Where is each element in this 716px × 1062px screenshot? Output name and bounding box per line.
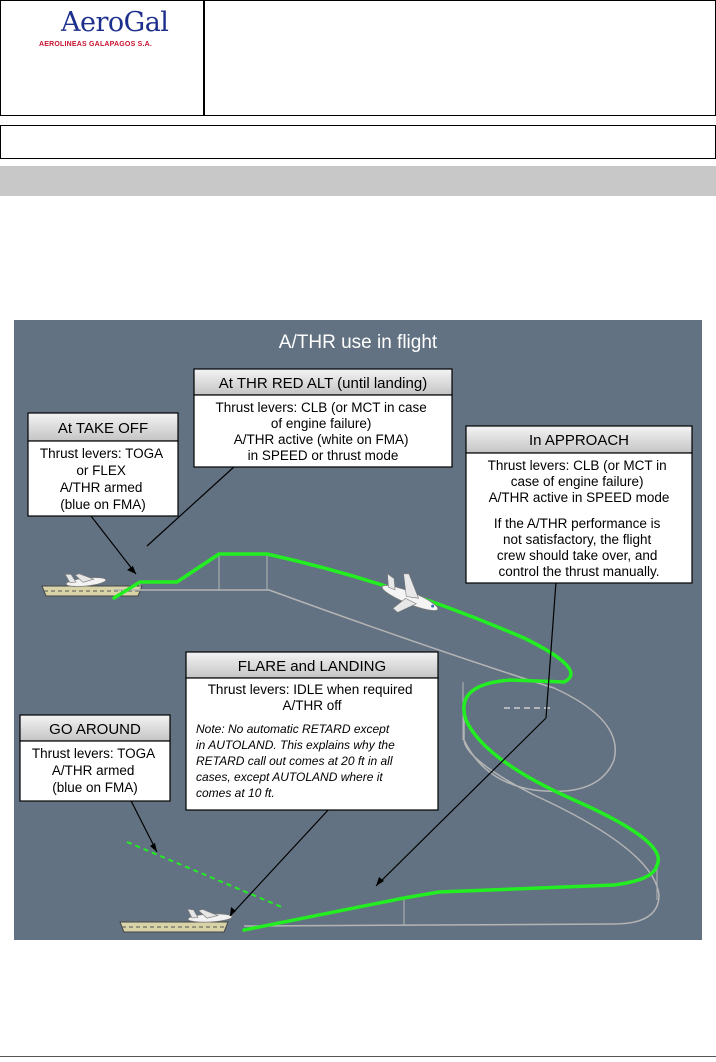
athr-diagram-svg [14,320,702,940]
box-go-around [20,715,170,801]
box-flare-landing [186,652,438,810]
takeoff-title: At TAKE OFF [57,420,149,437]
go-around-text: Thrust levers: TOGA A/THR armed (blue on FMA) [31,746,155,795]
go-around-title: GO AROUND [49,721,141,738]
box-thr-red-alt [194,369,452,467]
box-takeoff [28,413,178,516]
header-title-bar [0,125,716,159]
athr-diagram [14,320,702,940]
flare-title: FLARE and LANDING [237,658,387,675]
footer-rule [0,1056,716,1057]
takeoff-text: Thrust levers: TOGA or FLEX A/THR armed (blue on FMA) [39,446,163,512]
box-approach [466,426,692,583]
landing-runway [120,922,228,932]
header-logo-cell [0,0,204,116]
section-band [0,166,716,196]
flare-note: Note: No automatic RETARD except in AUTOLAND. This explains why the RETARD call out comes at 20 ft in all cases, except AUTOLAND where it comes at 10 ft. [196,722,395,800]
aerogal-logo-subtitle: AEROLINEAS GALAPAGOS S.A. [39,41,152,48]
aerogal-logo: AeroGal [61,7,169,38]
thr-red-alt-title: At THR RED ALT (until landing) [218,375,428,392]
diagram-title: A/THR use in flight [278,332,438,353]
approach-note: If the A/THR performance is not satisfactory, the flight crew should take over, and control the thrust manually. [493,516,661,579]
flare-text: Thrust levers: IDLE when required A/THR off [207,682,413,713]
approach-text: Thrust levers: CLB (or MCT in case of engine failure) A/THR active in SPEED mode [487,458,670,505]
approach-title: In APPROACH [528,432,630,449]
thr-red-alt-text: Thrust levers: CLB (or MCT in case of engine failure) A/THR active (white on FMA) in SPEED or thrust mode [215,400,427,463]
header-info-cell [204,0,716,116]
